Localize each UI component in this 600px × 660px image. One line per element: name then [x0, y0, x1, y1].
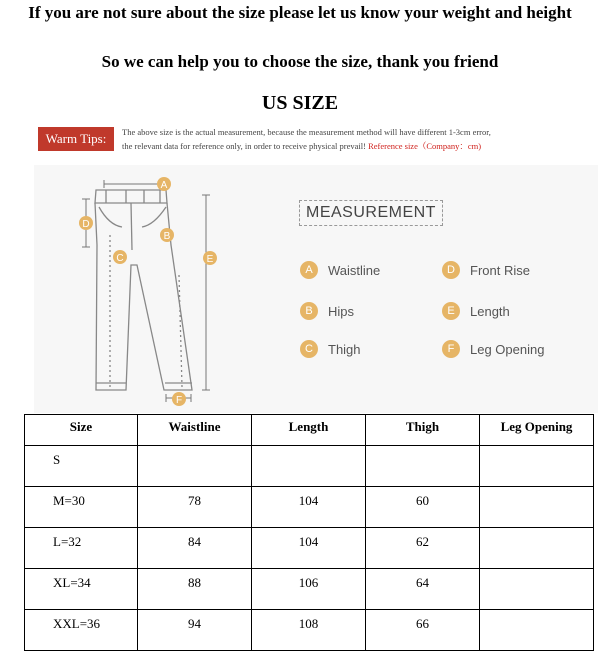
- legend-item-length: [442, 302, 510, 320]
- legend-label-front-rise: Front Rise: [470, 262, 530, 278]
- header-size: Size: [25, 415, 138, 446]
- legend-label-waistline: Waistline: [328, 262, 381, 278]
- measurement-title: MEASUREMENT: [299, 200, 443, 226]
- pant-label-f: F: [175, 395, 183, 406]
- cell-leg-opening: [480, 446, 594, 487]
- legend-key-a: A: [300, 261, 318, 279]
- table-row: [25, 610, 594, 651]
- notice-line-1: If you are not sure about the size please let us know your weight and height: [28, 3, 572, 22]
- size-table: [24, 414, 594, 651]
- table-row: [25, 528, 594, 569]
- tips-reference: Reference size（Company：cm): [368, 141, 482, 151]
- cell-thigh: 60: [366, 487, 480, 528]
- cell-size: XL=34: [25, 569, 138, 610]
- legend-label-length: Length: [470, 303, 510, 319]
- cell-waistline: [138, 446, 252, 487]
- cell-length: 108: [252, 610, 366, 651]
- legend-label-thigh: Thigh: [328, 341, 361, 357]
- cell-length: [252, 446, 366, 487]
- legend-item-waistline: [300, 261, 380, 279]
- cell-length: 104: [252, 487, 366, 528]
- cell-waistline: 84: [138, 528, 252, 569]
- warm-tips-text: [122, 125, 592, 153]
- table-row: [25, 446, 594, 487]
- table-row: [25, 569, 594, 610]
- measurement-diagram: [34, 165, 598, 413]
- legend-item-thigh: [300, 340, 361, 358]
- cell-length: 106: [252, 569, 366, 610]
- legend-key-b: B: [300, 302, 318, 320]
- cell-length: 104: [252, 528, 366, 569]
- legend-item-hips: [300, 302, 354, 320]
- pant-label-d: D: [82, 219, 90, 230]
- header-length: Length: [252, 415, 366, 446]
- cell-waistline: 88: [138, 569, 252, 610]
- header-thigh: Thigh: [366, 415, 480, 446]
- pant-label-a: A: [160, 180, 168, 191]
- legend-key-f: F: [442, 340, 460, 358]
- page-title: US SIZE: [261, 92, 339, 114]
- cell-thigh: 66: [366, 610, 480, 651]
- legend-label-leg-opening: Leg Opening: [470, 341, 545, 357]
- header-waistline: Waistline: [138, 415, 252, 446]
- warm-tips: [34, 124, 594, 160]
- tips-text-line2: the relevant data for reference only, in order to receive physical prevail!: [122, 141, 366, 151]
- cell-size: S: [25, 446, 138, 487]
- cell-thigh: [366, 446, 480, 487]
- legend-label-hips: Hips: [328, 303, 355, 319]
- notice-line-2: So we can help you to choose the size, thank you friend: [101, 52, 499, 71]
- cell-leg-opening: [480, 528, 594, 569]
- legend-item-front-rise: [442, 261, 530, 279]
- cell-waistline: 94: [138, 610, 252, 651]
- cell-size: L=32: [25, 528, 138, 569]
- cell-leg-opening: [480, 487, 594, 528]
- table-row: [25, 487, 594, 528]
- cell-leg-opening: [480, 569, 594, 610]
- legend-key-d: D: [442, 261, 460, 279]
- legend-item-leg-opening: [442, 340, 544, 358]
- header-leg-opening: Leg Opening: [480, 415, 594, 446]
- tips-text-line1: The above size is the actual measurement, because the measurement method will have different 1-3cm error,: [122, 127, 491, 137]
- cell-size: XXL=36: [25, 610, 138, 651]
- cell-leg-opening: [480, 610, 594, 651]
- warm-tips-badge: Warm Tips:: [38, 127, 114, 151]
- pant-label-e: E: [206, 254, 214, 265]
- table-header-row: [25, 415, 594, 446]
- cell-size: M=30: [25, 487, 138, 528]
- cell-waistline: 78: [138, 487, 252, 528]
- legend-key-e: E: [442, 302, 460, 320]
- legend-key-c: C: [300, 340, 318, 358]
- pants-illustration: [34, 165, 234, 413]
- pant-label-c: C: [116, 253, 124, 264]
- cell-thigh: 62: [366, 528, 480, 569]
- cell-thigh: 64: [366, 569, 480, 610]
- pant-label-b: B: [163, 231, 171, 242]
